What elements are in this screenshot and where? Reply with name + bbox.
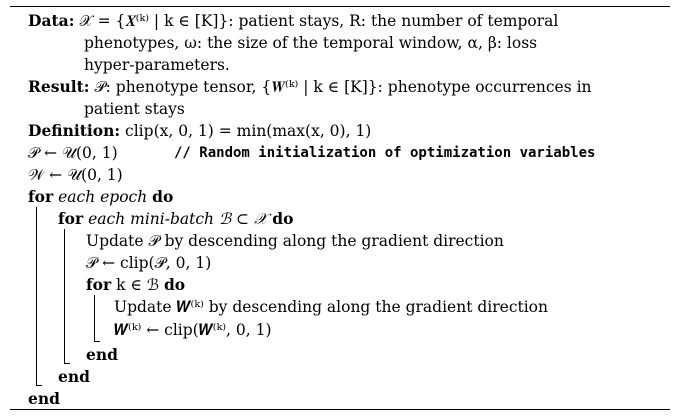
- result-label: Result:: [28, 77, 90, 96]
- clip-w-line: 𝑾⁽ᵏ⁾ ← clip(𝑾⁽ᵏ⁾, 0, 1): [114, 321, 272, 339]
- epoch-loop-line: [28, 187, 670, 207]
- batch-loop-line: [58, 209, 670, 229]
- definition-label: Definition:: [28, 121, 121, 140]
- kw-do-3: do: [163, 275, 186, 294]
- init-w-line: 𝒲 ← 𝒰(0, 1): [28, 166, 123, 184]
- init-comment: // Random initialization of optimization variables: [174, 145, 596, 161]
- data-line-3: hyper-parameters.: [84, 56, 230, 74]
- clip-p-line: 𝒫 ← clip(𝒫, 0, 1): [86, 254, 212, 272]
- data-label: Data:: [28, 11, 75, 30]
- result-text-1: 𝒫: phenotype tensor, {𝑾⁽ᵏ⁾ | k ∈ [K]}: phenotype occurrences in: [94, 78, 592, 96]
- kw-for-2: for: [58, 209, 84, 228]
- batch-block-tick: [64, 363, 70, 364]
- epoch-block-tick: [36, 385, 42, 386]
- inner-loop-cond: k ∈ ℬ: [116, 276, 160, 294]
- definition-line: [28, 121, 670, 141]
- end-epoch: end: [28, 389, 60, 408]
- kw-do-1: do: [152, 187, 174, 206]
- init-p: 𝒫 ← 𝒰(0, 1): [28, 144, 118, 162]
- end-batch: end: [58, 367, 90, 386]
- kw-do-2: do: [272, 209, 294, 228]
- data-line-1: [28, 11, 670, 31]
- epoch-block-rule: [36, 207, 37, 385]
- inner-block-tick: [94, 341, 100, 342]
- update-p-line: Update 𝒫 by descending along the gradient direction: [86, 232, 504, 250]
- data-line-2: phenotypes, ω: the size of the temporal window, α, β: loss: [84, 34, 538, 52]
- epoch-loop-cond: each epoch: [58, 188, 148, 206]
- inner-loop-line: [86, 275, 670, 295]
- result-line-2: patient stays: [84, 100, 185, 118]
- batch-loop-cond: each mini-batch ℬ ⊂ 𝒳: [88, 210, 268, 228]
- definition-text: clip(x, 0, 1) = min(max(x, 0), 1): [125, 122, 372, 140]
- update-w-line: Update 𝑾⁽ᵏ⁾ by descending along the gradient direction: [114, 298, 548, 316]
- algorithm-box: [10, 6, 670, 410]
- end-inner: end: [86, 345, 118, 364]
- kw-for-3: for: [86, 275, 112, 294]
- result-line-1: [28, 77, 670, 97]
- inner-block-rule: [94, 295, 95, 341]
- batch-block-rule: [64, 229, 65, 363]
- data-text-1: 𝒳 = {𝑿⁽ᵏ⁾ | k ∈ [K]}: patient stays, R: the number of temporal: [79, 12, 559, 30]
- kw-for-1: for: [28, 187, 54, 206]
